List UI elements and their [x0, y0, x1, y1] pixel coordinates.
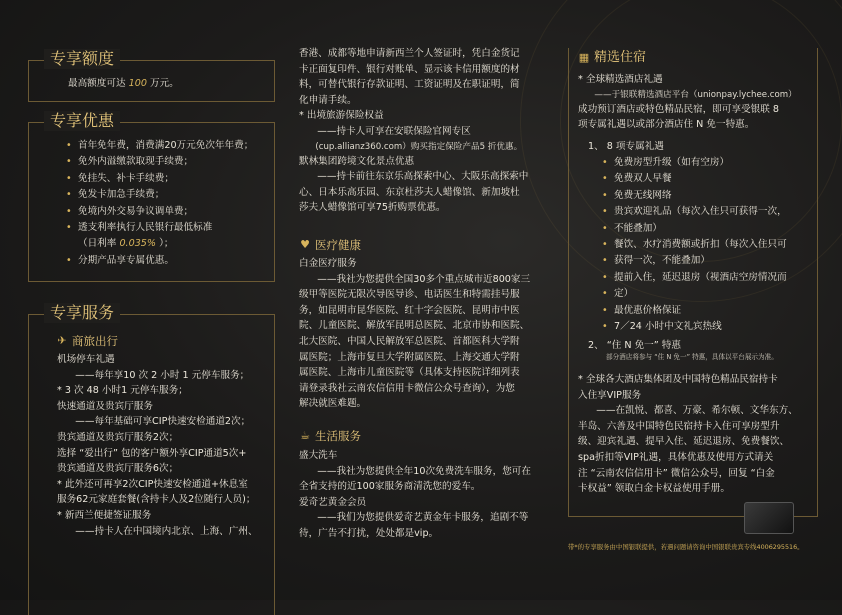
stay-offer-subtitle: 2、 “住 N 免一” 特惠 [588, 340, 681, 351]
middle-text-top [299, 46, 528, 216]
plane-icon: ✈ [57, 334, 67, 347]
text-line: * 出境旅游保险权益 [299, 110, 384, 122]
text-line: 入住享VIP服务 [578, 389, 642, 401]
text-line: ——在凯悦、都喜、万豪、希尔顿、文华东方、 [578, 405, 798, 417]
text-line: spa折扣等VIP礼遇，具体优惠及使用方式请关 [578, 451, 774, 463]
text-line: 爱奇艺黄金会员 [299, 496, 367, 508]
hotel-text-a [578, 72, 797, 133]
benefits-list-last [64, 253, 174, 269]
benefit-item: • 透支利率执行人民银行最低标准 [64, 220, 269, 236]
travel-text [57, 352, 258, 539]
text-line: 化申请手续。 [299, 94, 357, 106]
text-line: 卡权益” 领取白金卡权益使用手册。 [578, 483, 730, 495]
perk-item: • 餐饮、水疗消费额或折扣（每次入住只可 [600, 237, 812, 253]
card-image [744, 502, 794, 534]
benefit-item: • 免外内溢缴款取现手续费； [64, 154, 269, 170]
text-line: * 新西兰便捷签证服务 [57, 509, 152, 521]
perk-item: • 提前入住，延迟退房（视酒店空房情况而 [600, 270, 812, 286]
building-icon: ▦ [578, 51, 590, 64]
text-line: * 3 次 48 小时1 元停车服务； [57, 385, 188, 397]
text-line: * 此外还可再享2次CIP快速安检通道+休息室 [57, 478, 248, 490]
benefits-title: 专享优惠 [44, 111, 120, 131]
rate-prefix: （日利率 [78, 238, 120, 249]
quota-prefix: 最高额度可达 [68, 78, 129, 89]
quota-amount: 100 [128, 78, 147, 89]
rate-value: 0.035% [119, 238, 157, 249]
hotel-text-b [578, 372, 798, 497]
text-line: 解决就医难题。 [299, 398, 367, 410]
perk-item: • 免费房型升级（如有空房） [600, 155, 812, 171]
text-line: 务，如昆明市昆华医院、红十字会医院、昆明市中医 [299, 304, 520, 316]
text-line: 贵宾通道及贵宾厅服务2次； [57, 431, 179, 443]
perk-item: • 免费双人早餐 [600, 171, 812, 187]
benefit-item: • 免境内外交易争议调单费； [64, 204, 269, 220]
text-line: 料，可替代银行存款证明、工资证明及在职证明，简 [299, 79, 520, 91]
text-line: ——我社为您提供全国30多个重点城市近800家三 [299, 273, 531, 285]
text-line: 半岛、六善及中国特色民宿持卡入住可享房型升 [578, 420, 780, 432]
text-line: 莎夫人蜡像馆可享75折购票优惠。 [299, 202, 446, 214]
life-text [299, 448, 531, 542]
text-line: 快速通道及贵宾厅服务 [57, 400, 153, 412]
life-heading [299, 428, 361, 444]
perk-item-cont: • 定） [600, 286, 812, 302]
text-line: 属医院；上海市复旦大学附属医院、上海交通大学附 [299, 351, 520, 363]
text-line: 盛大洗车 [299, 450, 338, 461]
text-line: 默林集团跨境文化景点优惠 [299, 155, 415, 167]
perk-item-cont: • 获得一次，不能叠加） [600, 253, 812, 269]
text-line: ——我们为您提供爱奇艺黄金年卡服务，追剧不等 [299, 512, 529, 524]
benefit-item: • 免发卡加急手续费； [64, 187, 269, 203]
medical-heading [299, 237, 361, 253]
text-line: 贵宾通道及贵宾厅服务6次； [57, 463, 179, 475]
footnote: 带*的专享服务由中国银联提供，若遇问题请咨询中国银联贵宾专线4006295516。 [568, 543, 804, 551]
perk-item: • 最优惠价格保证 [600, 303, 812, 319]
perk-item-cont: • 不能叠加） [600, 221, 812, 237]
medical-text [299, 256, 530, 412]
quota-suffix: 万元。 [146, 78, 179, 89]
text-line: 白金医疗服务 [299, 258, 357, 269]
text-line: ——持卡人在中国境内北京、上海、广州、 [57, 525, 258, 537]
medical-title: 医疗健康 [315, 238, 361, 252]
benefit-item: • 首年免年费，消费满20万元免次年年费； [64, 138, 269, 154]
text-line: (cup.allianz360.com）购买指定保险产品5 折优惠。 [299, 141, 523, 152]
perk-item: • 免费无线网络 [600, 188, 812, 204]
text-line: ——持卡人可享在安联保险官网专区 [299, 125, 471, 137]
perks-subtitle: 1、 8 项专属礼遇 [588, 141, 664, 152]
text-line: 待，广告不打扰，处处都是vip。 [299, 527, 439, 539]
heart-hand-icon: ♥ [300, 238, 310, 251]
text-line: 院、儿童医院、解放军昆明总医院、北京市协和医院、 [299, 320, 530, 332]
text-line: 属医院、上海市儿童医院等（具体支持医院详细列表 [299, 367, 520, 379]
quota-text [68, 76, 179, 92]
travel-heading [56, 333, 118, 349]
text-line: 服务62元家庭套餐(含持卡人及2位随行人员)； [57, 494, 256, 506]
text-line: ——于银联精选酒店平台（unionpay.lychee.com） [578, 89, 797, 100]
text-line: 北大医院、中国人民解放军总医院、首都医科大学附 [299, 335, 520, 347]
text-line: 选择 “爱出行” 包的客户额外享CIP通道5次+ [57, 447, 247, 459]
benefit-item: • 分期产品享专属优惠。 [64, 253, 174, 269]
text-line: * 全球各大酒店集体团及中国特色精品民宿持卡 [578, 374, 778, 385]
text-line: 级、迎宾礼遇、提早入住、延迟退房、免费餐饮、 [578, 436, 790, 448]
perks-list [600, 155, 812, 335]
text-line: ——每年基础可享CIP快速安检通道2次； [57, 416, 251, 428]
text-line: 卡正面复印件、银行对账单、显示该卡信用额度的材 [299, 63, 520, 75]
text-line: 请登录我社云南农信信用卡微信公众号查询），为您 [299, 382, 515, 394]
benefit-item: • 免挂失、补卡手续费； [64, 171, 269, 187]
text-line: 心、日本乐高乐园、东京杜莎夫人蜡像馆、新加坡杜 [299, 186, 520, 198]
text-line: 注 “云南农信信用卡” 微信公众号，回复 “白金 [578, 467, 775, 479]
services-title: 专享服务 [44, 303, 120, 323]
perk-item: • 7／24 小时中文礼宾热线 [600, 319, 812, 335]
life-title: 生活服务 [315, 429, 361, 443]
hotel-title: 精选住宿 [594, 50, 647, 65]
text-line: 香港、成都等地申请新西兰个人签证时，凭白金货记 [299, 48, 520, 59]
benefits-list [64, 138, 269, 236]
text-line: ——持卡前往东京乐高探索中心、大阪乐高探索中 [299, 171, 529, 183]
text-line: 项专属礼遇以或部分酒店住 N 免一特惠。 [578, 119, 755, 131]
perk-item: • 贵宾欢迎礼品（每次入住只可获得一次， [600, 204, 812, 220]
text-line: 全省支持的近100家服务商清洗您的爱车。 [299, 481, 481, 493]
coffee-cup-icon: ☕ [300, 429, 310, 442]
rate-line [78, 236, 173, 252]
travel-title: 商旅出行 [72, 334, 118, 348]
stay-offer-note: 部分酒店将参与 “住 N 免一” 特惠，具体以平台展示为准。 [606, 353, 778, 361]
hotel-heading [578, 50, 646, 66]
quota-title: 专享额度 [44, 49, 120, 69]
text-line: 级甲等医院无限次导医导诊、电话医生和特需挂号服 [299, 289, 520, 301]
text-line: ——我社为您提供全年10次免费洗车服务，您可在 [299, 465, 531, 477]
rate-suffix: ）； [156, 238, 174, 249]
text-line: ——每年享10 次 2 小时 1 元停车服务； [57, 369, 250, 381]
text-line: 机场停车礼遇 [57, 354, 115, 365]
text-line: * 全球精选酒店礼遇 [578, 74, 663, 85]
text-line: 成功预订酒店或特色精品民宿，即可享受银联 8 [578, 103, 780, 115]
